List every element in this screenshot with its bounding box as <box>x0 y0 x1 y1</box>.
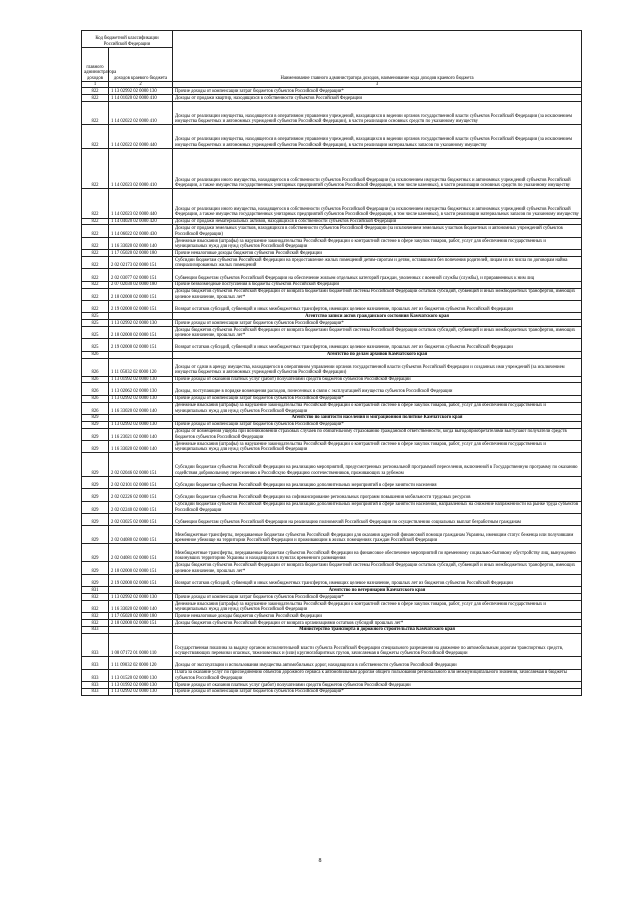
table-row <box>82 376 582 383</box>
revenue-code-cell: 2 07 02030 02 0000 180 <box>109 281 173 288</box>
table-header-row <box>82 31 582 48</box>
table-row <box>82 402 582 414</box>
table-row <box>82 633 582 657</box>
table-row <box>82 250 582 257</box>
revenue-code-cell: 1 13 02992 02 0000 130 <box>109 421 173 428</box>
admin-code-cell: 826 <box>82 395 109 402</box>
revenue-code-cell: 1 13 02992 02 0000 130 <box>109 594 173 601</box>
revenue-name-cell: Агентство по делам архивов Камчатского края <box>173 351 582 358</box>
admin-code-cell: 829 <box>82 421 109 428</box>
table-row <box>82 301 582 313</box>
revenue-name-cell: Субвенции бюджетам субъектов Российской Федерации на реализацию полномочий Российской Федерации по осуществлению социальных выплат безработным гражданам <box>173 514 582 526</box>
admin-code-cell: 822 <box>82 95 109 102</box>
header-code: доходов краевого бюджета <box>109 48 173 82</box>
admin-code-cell: 832 <box>82 613 109 620</box>
table-row <box>82 269 582 281</box>
revenue-code-cell: 1 13 02992 02 0000 130 <box>109 395 173 402</box>
admin-code-cell: 829 <box>82 453 109 477</box>
header-admin: главного администратора доходов <box>82 48 109 82</box>
revenue-code-cell: 1 16 23021 02 0000 140 <box>109 428 173 440</box>
section-header-row <box>82 351 582 358</box>
revenue-name-cell: Доходы бюджетов субъектов Российской Федерации от возврата организациями остатков субсидий прошлых лет* <box>173 620 582 627</box>
revenue-name-cell: Доходы от реализации имущества, находящегося в оперативном управлении учреждений, находящихся в ведении органов государственной власти субъектов Российской Федерации (за исключением имущества бюджетных и автономных учреждений субъектов Российской Федерации), в части реализации материальных запасов по указанному имуществу <box>173 125 582 149</box>
revenue-code-cell: 1 14 02023 02 0000 410 <box>109 149 173 189</box>
admin-code-cell: 822 <box>82 189 109 218</box>
admin-code-cell: 833 <box>82 626 109 633</box>
admin-code-cell: 829 <box>82 501 109 513</box>
revenue-code-cell: 1 16 33020 02 0000 140 <box>109 600 173 612</box>
table-row <box>82 125 582 149</box>
revenue-name-cell: Субсидии бюджетам субъектов Российской Федерации на реализацию дополнительных мероприятий в сфере занятости населения <box>173 476 582 488</box>
revenue-name-cell: Денежные взыскания (штрафы) за нарушение законодательства Российской Федерации о контрактной системе в сфере закупок товаров, работ, услуг для обеспечения государственных и муниципальных нужд для нужд субъектов Российской Федерации <box>173 402 582 414</box>
revenue-name-cell: Доходы от реализации имущества, находящегося в оперативном управлении учреждений, находящихся в ведении органов государственной власти субъектов Российской Федерации (за исключением имущества бюджетных и автономных учреждений субъектов Российской Федерации), в части реализации основных средств по указанному имуществу <box>173 101 582 125</box>
admin-code-cell: 833 <box>82 633 109 657</box>
table-row <box>82 395 582 402</box>
revenue-code-cell: 2 19 02000 02 0000 151 <box>109 574 173 586</box>
revenue-code-cell <box>109 626 173 633</box>
revenue-name-cell: Доходы от реализации иного имущества, находящегося в собственности субъектов Российской Федерации (за исключением имущества бюджетных и автономных учреждений субъектов Российской Федерации, а также имущества государственных унитарных предприятий субъектов Российской Федерации, в том числе казенных), в части реализации основных средств по указанному имуществу <box>173 149 582 189</box>
header-name: Наименование главного администратора доходов, наименование кода доходов краевого бюджета <box>173 31 582 82</box>
revenue-code-cell: 2 02 02173 02 0000 151 <box>109 257 173 269</box>
revenue-name-cell: Доходы, поступающие в порядке возмещения расходов, понесенных в связи с эксплуатацией имущества субъектов Российской Федерации <box>173 383 582 395</box>
revenue-name-cell: Субсидии бюджетам субъектов Российской Федерации на софинансирование региональных программ повышения мобильности трудовых ресурсов <box>173 489 582 501</box>
admin-code-cell: 832 <box>82 600 109 612</box>
revenue-code-cell: 1 14 02022 02 0000 440 <box>109 125 173 149</box>
table-row <box>82 476 582 488</box>
admin-code-cell: 832 <box>82 620 109 627</box>
column-number: 1 <box>82 82 109 88</box>
admin-code-cell: 833 <box>82 682 109 689</box>
revenue-name-cell: Прочие доходы от оказания платных услуг (работ) получателями средств бюджетов субъектов Российской Федерации <box>173 682 582 689</box>
table-row <box>82 218 582 225</box>
table-row <box>82 574 582 586</box>
table-row <box>82 620 582 627</box>
table-row <box>82 288 582 300</box>
admin-code-cell: 833 <box>82 657 109 669</box>
revenue-code-cell: 2 19 02000 02 0000 151 <box>109 339 173 351</box>
revenue-name-cell: Денежные взыскания (штрафы) за нарушение законодательства Российской Федерации о контрактной системе в сфере закупок товаров, работ, услуг для обеспечения государственных и муниципальных нужд для нужд субъектов Российской Федерации <box>173 237 582 249</box>
table-row <box>82 225 582 237</box>
revenue-code-cell: 2 02 03025 02 0000 151 <box>109 514 173 526</box>
revenue-code-cell <box>109 414 173 421</box>
revenue-name-cell: Доходы бюджетов субъектов Российской Федерации от возврата бюджетами бюджетной системы Российской Федерации остатков субсидий, субвенций и иных межбюджетных трансфертов, имеющих целевое назначение, прошлых лет* <box>173 288 582 300</box>
revenue-name-cell: Доходы от сдачи в аренду имущества, находящегося в оперативном управлении органов государственной власти субъектов Российской Федерации и созданных ими учреждений (за исключением имущества бюджетных и автономных учреждений субъектов Российской Федерации) <box>173 358 582 376</box>
revenue-name-cell: Субвенции бюджетам субъектов Российской Федерации на обеспечение жильем отдельных категорий граждан, уволенных с военной службы (службы), и приравненных к ним лиц <box>173 269 582 281</box>
admin-code-cell: 822 <box>82 250 109 257</box>
revenue-code-cell: 2 19 02000 02 0000 151 <box>109 301 173 313</box>
revenue-name-cell: Денежные взыскания (штрафы) за нарушение законодательства Российской Федерации о контрактной системе в сфере закупок товаров, работ, услуг для обеспечения государственных и муниципальных нужд для нужд субъектов Российской Федерации <box>173 440 582 452</box>
revenue-name-cell: Министерство транспорта и дорожного строительства Камчатского края <box>173 626 582 633</box>
revenue-code-cell: 1 13 01992 02 0000 130 <box>109 376 173 383</box>
revenue-name-cell: Государственная пошлина за выдачу органом исполнительной власти субъекта Российской Федерации специального разрешения на движение по автомобильным дорогам транспортных средств, осуществляющих перевозки опасных, тяжеловесных и (или) крупногабаритных грузов, зачисляемая в бюджеты субъектов Российской Федерации <box>173 633 582 657</box>
admin-code-cell: 826 <box>82 351 109 358</box>
revenue-code-cell: 1 17 05020 02 0000 180 <box>109 613 173 620</box>
admin-code-cell: 829 <box>82 476 109 488</box>
revenue-code-cell: 2 02 02046 02 0000 151 <box>109 453 173 477</box>
revenue-name-cell: Прочие доходы от компенсации затрат бюджетов субъектов Российской Федерации* <box>173 88 582 95</box>
admin-code-cell: 833 <box>82 688 109 695</box>
admin-code-cell: 831 <box>82 587 109 594</box>
table-row <box>82 501 582 513</box>
revenue-code-cell: 1 14 04020 02 0000 420 <box>109 218 173 225</box>
revenue-code-cell: 1 14 06022 02 0000 430 <box>109 225 173 237</box>
revenue-code-cell: 2 18 02000 02 0000 151 <box>109 326 173 338</box>
admin-code-cell: 833 <box>82 669 109 681</box>
revenue-name-cell: Прочие доходы от компенсации затрат бюджетов субъектов Российской Федерации* <box>173 688 582 695</box>
admin-code-cell: 822 <box>82 269 109 281</box>
header-classification: Код бюджетной классификации Российской Федерации <box>82 31 173 48</box>
revenue-code-cell: 1 08 07172 01 0000 110 <box>109 633 173 657</box>
admin-code-cell: 822 <box>82 225 109 237</box>
table-row <box>82 257 582 269</box>
table-row <box>82 421 582 428</box>
revenue-codes-table <box>81 30 582 696</box>
revenue-code-cell: 2 02 02226 02 0000 151 <box>109 489 173 501</box>
revenue-code-cell: 2 02 02240 02 0000 151 <box>109 501 173 513</box>
admin-code-cell: 825 <box>82 339 109 351</box>
revenue-name-cell: Возврат остатков субсидий, субвенций и иных межбюджетных трансфертов, имеющих целевое назначение, прошлых лет из бюджетов субъектов Российской Федерации <box>173 301 582 313</box>
admin-code-cell: 826 <box>82 383 109 395</box>
revenue-name-cell: Доходы от возмещения ущерба при возникновении страховых случаев по обязательному страхованию гражданской ответственности, когда выгодоприобретателями выступают получатели средств бюджетов субъектов Российской Федерации <box>173 428 582 440</box>
admin-code-cell: 826 <box>82 358 109 376</box>
table-row <box>82 320 582 327</box>
admin-code-cell: 822 <box>82 218 109 225</box>
revenue-code-cell: 2 02 04080 02 0000 151 <box>109 526 173 544</box>
admin-code-cell: 826 <box>82 376 109 383</box>
revenue-name-cell: Агентство по ветеринарии Камчатского края <box>173 587 582 594</box>
admin-code-cell: 832 <box>82 594 109 601</box>
admin-code-cell: 829 <box>82 414 109 421</box>
revenue-code-cell: 1 13 01520 02 0000 130 <box>109 669 173 681</box>
revenue-name-cell: Доходы от продажи земельных участков, находящихся в собственности субъектов Российской Федерации (за исключением земельных участков бюджетных и автономных учреждений субъектов Российской Федерации) <box>173 225 582 237</box>
table-row <box>82 544 582 562</box>
revenue-name-cell: Доходы от реализации иного имущества, находящегося в собственности субъектов Российской Федерации (за исключением имущества бюджетных и автономных учреждений субъектов Российской Федерации, а также имущества государственных унитарных предприятий субъектов Российской Федерации, в том числе казенных), в части реализации материальных запасов по указанному имуществу <box>173 189 582 218</box>
revenue-code-cell: 1 16 33020 02 0000 140 <box>109 440 173 452</box>
revenue-name-cell: Межбюджетные трансферты, передаваемые бюджетам субъектов Российской Федерации для оказания адресной финансовой помощи гражданам Украины, имеющим статус беженца или получившим временное убежище на территории Российской Федерации и проживающим в жилых помещениях граждан Российской Федерации <box>173 526 582 544</box>
revenue-name-cell: Доходы бюджетов субъектов Российской Федерации от возврата бюджетами бюджетной системы Российской Федерации остатков субсидий, субвенций и иных межбюджетных трансфертов, имеющих целевое назначение, прошлых лет* <box>173 562 582 574</box>
admin-code-cell: 829 <box>82 440 109 452</box>
revenue-code-cell: 1 11 05032 02 0000 120 <box>109 358 173 376</box>
revenue-code-cell <box>109 313 173 320</box>
revenue-code-cell: 1 13 01992 02 0000 130 <box>109 682 173 689</box>
column-number: 3 <box>173 82 582 88</box>
admin-code-cell: 822 <box>82 149 109 189</box>
section-header-row <box>82 414 582 421</box>
revenue-name-cell: Прочие доходы от оказания платных услуг (работ) получателями средств бюджетов субъектов Российской Федерации <box>173 376 582 383</box>
table-row <box>82 669 582 681</box>
admin-code-cell: 829 <box>82 526 109 544</box>
revenue-name-cell: Субсидии бюджетам субъектов Российской Федерации на реализацию мероприятий, предусмотренных региональной программой переселения, включенной в Государственную программу по оказанию содействия добровольному переселению в Российскую Федерацию соотечественников, проживающих за рубежом <box>173 453 582 477</box>
admin-code-cell: 829 <box>82 574 109 586</box>
admin-code-cell: 822 <box>82 301 109 313</box>
table-row <box>82 339 582 351</box>
admin-code-cell: 825 <box>82 320 109 327</box>
revenue-name-cell: Прочие безвозмездные поступления в бюджеты субъектов Российской Федерации <box>173 281 582 288</box>
admin-code-cell: 822 <box>82 237 109 249</box>
table-row <box>82 453 582 477</box>
revenue-code-cell: 1 13 02062 02 0000 130 <box>109 383 173 395</box>
revenue-code-cell: 2 02 03077 02 0000 151 <box>109 269 173 281</box>
table-row <box>82 514 582 526</box>
revenue-name-cell: Прочие доходы от компенсации затрат бюджетов субъектов Российской Федерации* <box>173 395 582 402</box>
admin-code-cell: 822 <box>82 257 109 269</box>
admin-code-cell: 829 <box>82 489 109 501</box>
table-row <box>82 383 582 395</box>
table-row <box>82 88 582 95</box>
table-row <box>82 682 582 689</box>
admin-code-cell: 829 <box>82 544 109 562</box>
section-header-row <box>82 626 582 633</box>
table-row <box>82 594 582 601</box>
revenue-name-cell: Денежные взыскания (штрафы) за нарушение законодательства Российской Федерации о контрактной системе в сфере закупок товаров, работ, услуг для обеспечения государственных и муниципальных нужд для нужд субъектов Российской Федерации <box>173 600 582 612</box>
table-row <box>82 613 582 620</box>
section-header-row <box>82 587 582 594</box>
revenue-name-cell: Прочие доходы от компенсации затрат бюджетов субъектов Российской Федерации* <box>173 421 582 428</box>
section-header-row <box>82 313 582 320</box>
revenue-code-cell: 2 02 04081 02 0000 151 <box>109 544 173 562</box>
table-row <box>82 326 582 338</box>
admin-code-cell: 822 <box>82 288 109 300</box>
revenue-name-cell: Доходы от продажи квартир, находящихся в собственности субъектов Российской Федерации <box>173 95 582 102</box>
table-row <box>82 149 582 189</box>
admin-code-cell: 822 <box>82 88 109 95</box>
revenue-code-cell <box>109 587 173 594</box>
table-row <box>82 562 582 574</box>
revenue-name-cell: Возврат остатков субсидий, субвенций и иных межбюджетных трансфертов, имеющих целевое назначение, прошлых лет из бюджетов субъектов Российской Федерации <box>173 339 582 351</box>
revenue-name-cell: Плата за оказание услуг по присоединению объектов дорожного сервиса к автомобильным дорогам общего пользования регионального или межмуниципального значения, зачисляемая в бюджеты субъектов Российской Федерации <box>173 669 582 681</box>
revenue-code-cell: 1 13 02992 02 0000 130 <box>109 88 173 95</box>
admin-code-cell: 829 <box>82 428 109 440</box>
revenue-code-cell <box>109 351 173 358</box>
table-body <box>82 88 582 695</box>
revenue-code-cell: 1 13 02992 02 0000 130 <box>109 320 173 327</box>
revenue-code-cell: 1 14 02023 02 0000 440 <box>109 189 173 218</box>
revenue-name-cell: Прочие неналоговые доходы бюджетов субъектов Российской Федерации <box>173 250 582 257</box>
table-row <box>82 526 582 544</box>
revenue-name-cell: Прочие доходы от компенсации затрат бюджетов субъектов Российской Федерации* <box>173 320 582 327</box>
table-row <box>82 688 582 695</box>
admin-code-cell: 826 <box>82 402 109 414</box>
admin-code-cell: 825 <box>82 313 109 320</box>
table-row <box>82 600 582 612</box>
table-row <box>82 657 582 669</box>
table-row <box>82 428 582 440</box>
revenue-code-cell: 1 14 01020 02 0000 410 <box>109 95 173 102</box>
admin-code-cell: 829 <box>82 562 109 574</box>
table-row <box>82 237 582 249</box>
table-row <box>82 489 582 501</box>
page-number: 8 <box>318 858 322 864</box>
column-number: 2 <box>109 82 173 88</box>
revenue-code-cell: 1 16 33020 02 0000 140 <box>109 402 173 414</box>
table-row <box>82 95 582 102</box>
table-row <box>82 281 582 288</box>
revenue-code-cell: 2 18 02000 02 0000 151 <box>109 562 173 574</box>
revenue-code-cell: 1 16 33020 02 0000 140 <box>109 237 173 249</box>
revenue-code-cell: 1 11 09032 02 0000 120 <box>109 657 173 669</box>
admin-code-cell: 825 <box>82 326 109 338</box>
revenue-code-cell: 1 14 02022 02 0000 410 <box>109 101 173 125</box>
table-row <box>82 189 582 218</box>
revenue-name-cell: Прочие доходы от компенсации затрат бюджетов субъектов Российской Федерации* <box>173 594 582 601</box>
revenue-name-cell: Возврат остатков субсидий, субвенций и иных межбюджетных трансфертов, имеющих целевое назначение, прошлых лет из бюджетов субъектов Российской Федерации <box>173 574 582 586</box>
revenue-code-cell: 2 18 02000 02 0000 151 <box>109 288 173 300</box>
admin-code-cell: 822 <box>82 281 109 288</box>
revenue-name-cell: Агентство записи актов гражданского состояния Камчатского края <box>173 313 582 320</box>
revenue-code-cell: 1 17 05020 02 0000 180 <box>109 250 173 257</box>
table-row <box>82 440 582 452</box>
table-row <box>82 358 582 376</box>
revenue-code-cell: 2 18 02000 02 0000 151 <box>109 620 173 627</box>
table-row <box>82 101 582 125</box>
revenue-code-cell: 1 13 02992 02 0000 130 <box>109 688 173 695</box>
admin-code-cell: 822 <box>82 101 109 125</box>
revenue-name-cell: Доходы от эксплуатации и использования имущества автомобильных дорог, находящихся в собственности субъектов Российской Федерации <box>173 657 582 669</box>
revenue-name-cell: Доходы от продажи нематериальных активов, находящихся в собственности субъектов Российской Федерации <box>173 218 582 225</box>
admin-code-cell: 822 <box>82 125 109 149</box>
revenue-name-cell: Субсидии бюджетам субъектов Российской Федерации на реализацию дополнительных мероприятий в сфере занятости населения, направленных на снижение напряженности на рынке труда субъектов Российской Федерации <box>173 501 582 513</box>
revenue-name-cell: Агентство по занятости населения и миграционной политике Камчатского края <box>173 414 582 421</box>
revenue-code-cell: 2 02 02101 02 0000 151 <box>109 476 173 488</box>
revenue-name-cell: Субсидии бюджетам субъектов Российской Федерации на предоставление жилых помещений детям-сиротам и детям, оставшимся без попечения родителей, лицам из их числа по договорам найма специализированных жилых помещений <box>173 257 582 269</box>
revenue-name-cell: Доходы бюджетов субъектов Российской Федерации от возврата бюджетами бюджетной системы Российской Федерации остатков субсидий, субвенций и иных межбюджетных трансфертов, имеющих целевое назначение, прошлых лет* <box>173 326 582 338</box>
admin-code-cell: 829 <box>82 514 109 526</box>
revenue-name-cell: Прочие неналоговые доходы бюджетов субъектов Российской Федерации <box>173 613 582 620</box>
revenue-name-cell: Межбюджетные трансферты, передаваемые бюджетам субъектов Российской Федерации на финансовое обеспечение мероприятий по временному социально-бытовому обустройству лиц, вынужденно покинувших территорию Украины и находящихся в пунктах временного размещения <box>173 544 582 562</box>
